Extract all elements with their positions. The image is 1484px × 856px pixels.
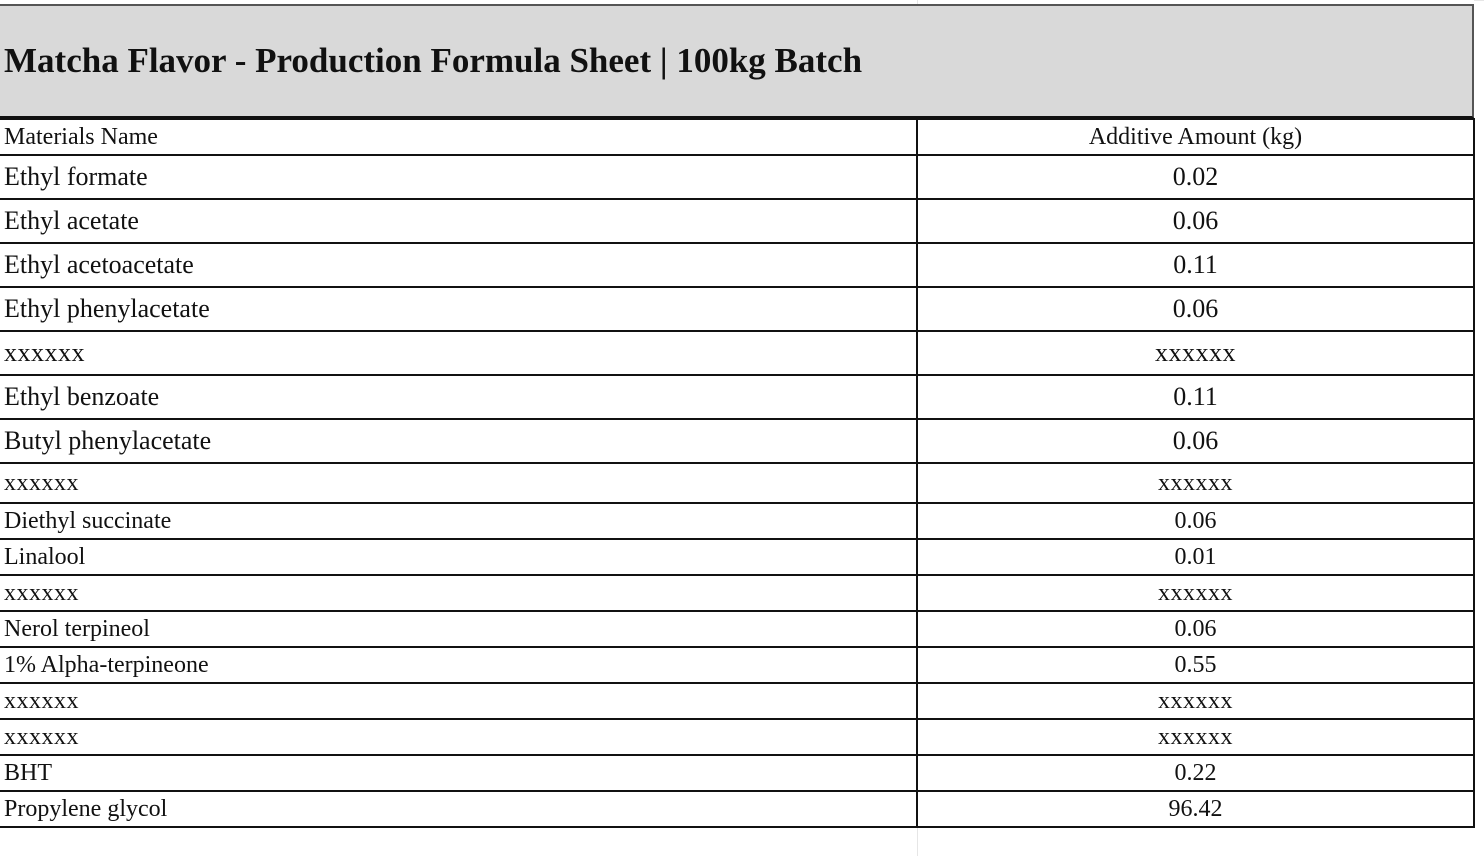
material-name-cell[interactable]: Propylene glycol bbox=[0, 791, 917, 827]
material-name-cell[interactable]: xxxxxx bbox=[0, 719, 917, 755]
table-row bbox=[0, 243, 1474, 287]
material-name-cell[interactable]: Ethyl benzoate bbox=[0, 375, 917, 419]
additive-amount-cell[interactable]: xxxxxx bbox=[917, 719, 1474, 755]
table-row bbox=[0, 375, 1474, 419]
additive-amount-cell[interactable]: 0.06 bbox=[917, 419, 1474, 463]
table-row bbox=[0, 287, 1474, 331]
header-row bbox=[0, 119, 1474, 155]
table-row bbox=[0, 503, 1474, 539]
additive-amount-cell[interactable]: xxxxxx bbox=[917, 683, 1474, 719]
additive-amount-cell[interactable]: 0.06 bbox=[917, 199, 1474, 243]
material-name-cell[interactable]: Butyl phenylacetate bbox=[0, 419, 917, 463]
material-name-cell[interactable]: xxxxxx bbox=[0, 331, 917, 375]
additive-amount-cell[interactable]: 0.11 bbox=[917, 243, 1474, 287]
sheet-gridline bbox=[1474, 0, 1484, 1]
material-name-cell[interactable]: BHT bbox=[0, 755, 917, 791]
additive-amount-cell[interactable]: xxxxxx bbox=[917, 575, 1474, 611]
table-row bbox=[0, 683, 1474, 719]
formula-sheet bbox=[0, 4, 1474, 848]
material-name-cell[interactable]: xxxxxx bbox=[0, 463, 917, 503]
material-name-cell[interactable]: Ethyl formate bbox=[0, 155, 917, 199]
table-row bbox=[0, 611, 1474, 647]
sheet-title: Matcha Flavor - Production Formula Sheet | 100kg Batch bbox=[4, 41, 863, 80]
table-row bbox=[0, 575, 1474, 611]
table-row bbox=[0, 155, 1474, 199]
material-name-cell[interactable]: xxxxxx bbox=[0, 575, 917, 611]
material-name-cell[interactable]: 1% Alpha-terpineone bbox=[0, 647, 917, 683]
additive-amount-cell[interactable]: xxxxxx bbox=[917, 463, 1474, 503]
additive-amount-cell[interactable]: 96.42 bbox=[917, 791, 1474, 827]
material-name-cell[interactable]: Diethyl succinate bbox=[0, 503, 917, 539]
column-header-materials-name[interactable]: Materials Name bbox=[0, 119, 917, 155]
table-row bbox=[0, 419, 1474, 463]
material-name-cell[interactable]: xxxxxx bbox=[0, 683, 917, 719]
material-name-cell[interactable]: Linalool bbox=[0, 539, 917, 575]
table-row bbox=[0, 647, 1474, 683]
material-name-cell[interactable]: Ethyl acetoacetate bbox=[0, 243, 917, 287]
additive-amount-cell[interactable]: 0.11 bbox=[917, 375, 1474, 419]
column-header-additive-amount[interactable]: Additive Amount (kg) bbox=[917, 119, 1474, 155]
additive-amount-cell[interactable]: 0.22 bbox=[917, 755, 1474, 791]
table-row bbox=[0, 539, 1474, 575]
formula-table bbox=[0, 118, 1475, 828]
additive-amount-cell[interactable]: 0.06 bbox=[917, 611, 1474, 647]
title-bar[interactable] bbox=[0, 4, 1474, 118]
table-row bbox=[0, 463, 1474, 503]
material-name-cell[interactable]: Ethyl acetate bbox=[0, 199, 917, 243]
table-row bbox=[0, 755, 1474, 791]
additive-amount-cell[interactable]: 0.01 bbox=[917, 539, 1474, 575]
material-name-cell[interactable]: Ethyl phenylacetate bbox=[0, 287, 917, 331]
additive-amount-cell[interactable]: 0.02 bbox=[917, 155, 1474, 199]
additive-amount-cell[interactable]: 0.06 bbox=[917, 503, 1474, 539]
material-name-cell[interactable]: Nerol terpineol bbox=[0, 611, 917, 647]
additive-amount-cell[interactable]: 0.55 bbox=[917, 647, 1474, 683]
table-row bbox=[0, 719, 1474, 755]
additive-amount-cell[interactable]: xxxxxx bbox=[917, 331, 1474, 375]
table-row bbox=[0, 791, 1474, 827]
additive-amount-cell[interactable]: 0.06 bbox=[917, 287, 1474, 331]
table-row bbox=[0, 331, 1474, 375]
table-row bbox=[0, 199, 1474, 243]
